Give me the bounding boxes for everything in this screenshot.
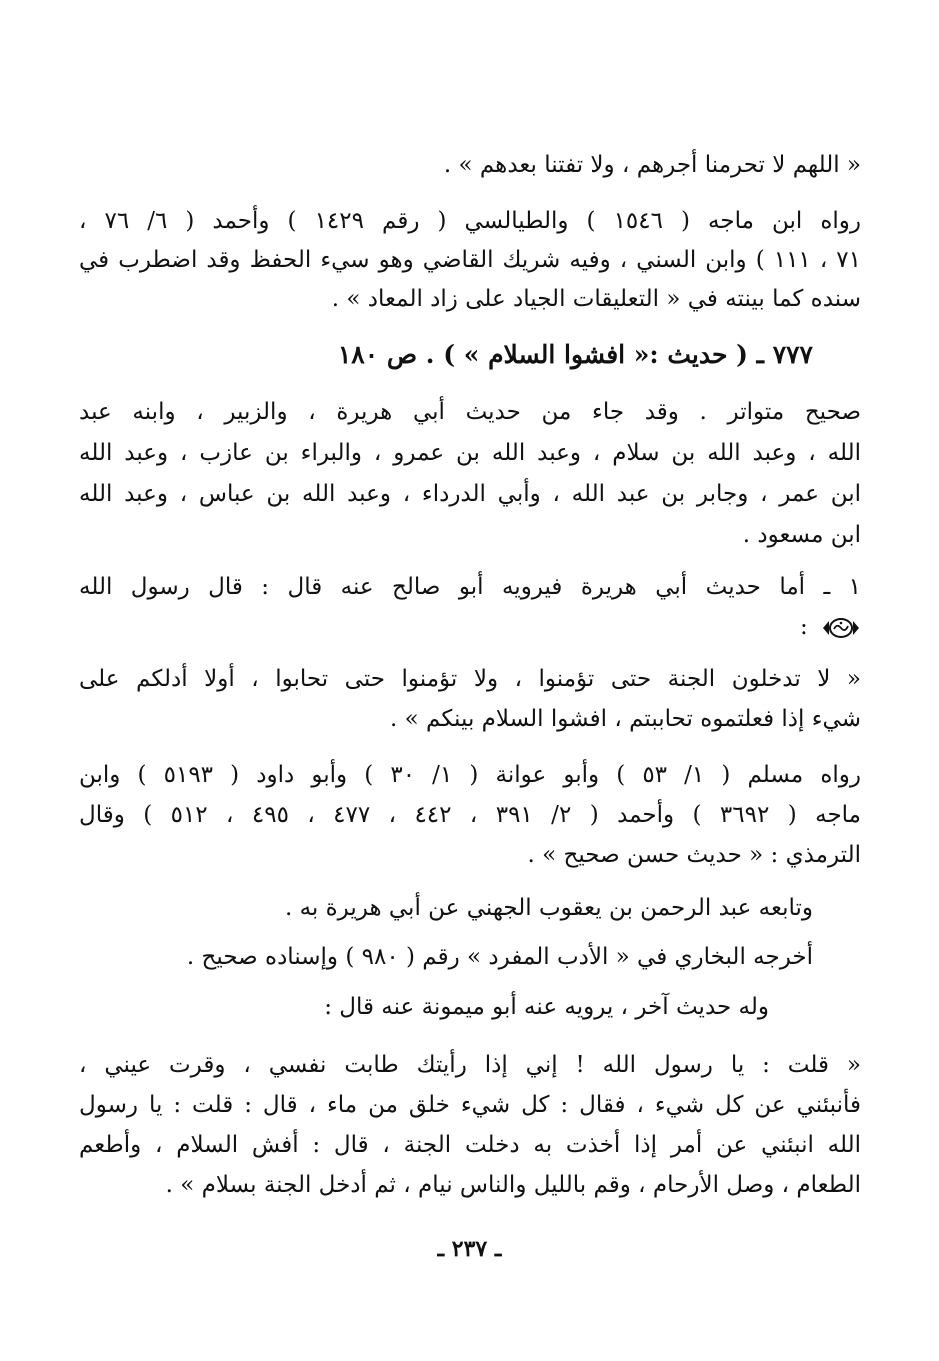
text-line: فأنبئني عن كل شيء ، فقال : كل شيء خلق من ماء ، قال : قلت : يا رسول [79,1092,861,1118]
text-line: « قلت : يا رسول الله ! إني إذا رأيتك طابت نفسي ، وقرت عيني ، [79,1052,861,1078]
text-line: ابن مسعود . [742,522,861,548]
text-line: وله حديث آخر ، يرويه عنه أبو ميمونة عنه قال : [324,994,769,1020]
text-line: ٧١ ، ١١١ ) وابن السني ، وفيه شريك القاضي وهو سيء الحفظ وقد اضطرب في [79,247,861,273]
text-line: سنده كما بينته في « التعليقات الجياد على زاد المعاد » . [331,286,861,312]
page-number: ـ ٢٣٧ ـ [437,1236,502,1262]
text-line: ابن عمر ، وجابر بن عبد الله ، وأبي الدرداء ، وعبد الله بن عباس ، وعبد الله [79,481,861,507]
text-line: « اللهم لا تحرمنا أجرهم ، ولا تفتنا بعدهم » . [443,152,861,178]
text-line: « لا تدخلون الجنة حتى تؤمنوا ، ولا تؤمنوا حتى تحابوا ، أولا أدلكم على [79,666,861,692]
text-line: أخرجه البخاري في « الأدب المفرد » رقم ( ٩٨٠ ) وإسناده صحيح . [186,944,813,970]
text-line: صحيح متواتر . وقد جاء من حديث أبي هريرة ، والزبير ، وابنه عبد [79,399,861,425]
text-line: رواه ابن ماجه ( ١٥٤٦ ) والطيالسي ( رقم ١٤٢٩ ) وأحمد ( ٦/ ٧٦ ، [79,208,861,234]
text-line: الله ، وعبد الله بن سلام ، وعبد الله بن عمرو ، والبراء بن عازب ، وعبد الله [79,440,861,466]
text-line: الله انبئني عن أمر إذا أخذت به دخلت الجنة ، قال : أفش السلام ، وأطعم [79,1132,861,1158]
text-line: شيء إذا فعلتموه تحاببتم ، افشوا السلام بينكم » . [390,706,861,732]
text-line: رواه مسلم ( ١/ ٥٣ ) وأبو عوانة ( ١/ ٣٠ ) وأبو داود ( ٥١٩٣ ) وابن [79,762,862,788]
colon: : [799,614,808,640]
text-line: ماجه ( ٣٦٩٢ ) وأحمد ( ٢/ ٣٩١ ، ٤٤٢ ، ٤٧٧ ، ٤٩٥ ، ٥١٢ ) وقال [79,802,861,828]
text-line: ١ ـ أما حديث أبي هريرة فيرويه أبو صالح عنه قال : قال رسول الله [79,574,861,600]
text-line: الترمذي : « حديث حسن صحيح » . [527,842,861,868]
text-line-with-seal [79,612,861,642]
hadith-heading: ٧٧٧ ـ ( حديث :« افشوا السلام » ) . ص ١٨٠ [337,340,813,369]
honorific-seal-icon [821,616,861,640]
text-line: الطعام ، وصل الأرحام ، وقم بالليل والناس نيام ، ثم أدخل الجنة بسلام » . [165,1172,861,1198]
text-line: وتابعه عبد الرحمن بن يعقوب الجهني عن أبي هريرة به . [284,895,813,921]
